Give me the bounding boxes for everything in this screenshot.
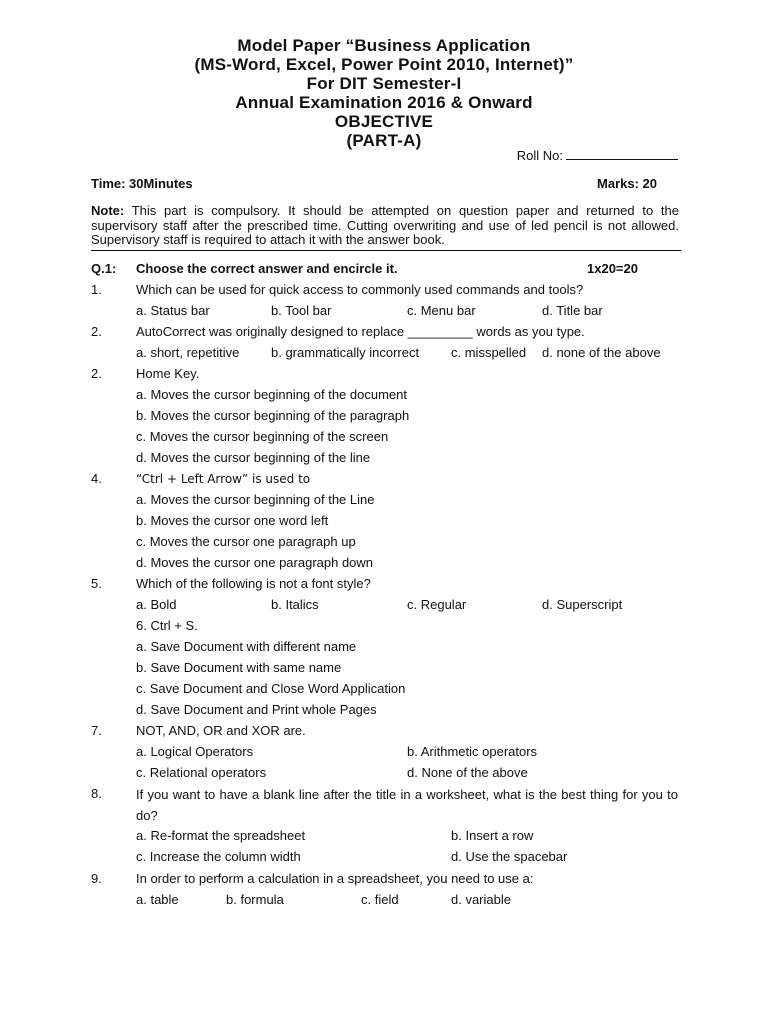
title-line-5: OBJECTIVE	[334, 112, 434, 131]
option: b. Arithmetic operators	[407, 744, 538, 759]
option: a. Re-format the spreadsheet	[136, 828, 306, 843]
option: d. Title bar	[542, 303, 603, 318]
option: c. Relational operators	[136, 765, 267, 780]
option: c. misspelled	[451, 345, 527, 360]
option: c. Increase the column width	[136, 849, 301, 864]
question-text: If you want to have a blank line after the title in a worksheet, what is the best thing for you to do?	[136, 787, 678, 823]
question-number: 1.	[91, 282, 102, 297]
question-text: AutoCorrect was originally designed to replace _________ words as you type.	[136, 324, 585, 339]
question-number: 8.	[91, 786, 102, 801]
option: d. Moves the cursor one paragraph down	[136, 555, 374, 570]
option: b. Italics	[271, 597, 319, 612]
paper-title	[0, 36, 768, 150]
option: a. Status bar	[136, 303, 210, 318]
option: c. Menu bar	[407, 303, 476, 318]
title-line-6: (PART-A)	[346, 131, 422, 150]
time-label: Time: 30Minutes	[91, 176, 193, 191]
question-text: Which of the following is not a font style?	[136, 576, 371, 591]
option: c. Moves the cursor one paragraph up	[136, 534, 356, 549]
question-text: Home Key.	[136, 366, 200, 381]
option: b. Moves the cursor beginning of the paragraph	[136, 408, 410, 423]
roll-no-label: Roll No:	[516, 148, 563, 163]
option: d. none of the above	[542, 345, 661, 360]
option: b. Tool bar	[271, 303, 332, 318]
option: b. Insert a row	[451, 828, 534, 843]
question-number: 5.	[91, 576, 102, 591]
option: a. Moves the cursor beginning of the Line	[136, 492, 375, 507]
question-number: 2.	[91, 366, 102, 381]
option: d. None of the above	[407, 765, 528, 780]
note-text: This part is compulsory. It should be attempted on question paper and returned to the supervisory staff after the prescribed time. Cutting overwriting and use of led pencil is not allowed. Supervisory staff is required to attach it with the answer book.	[91, 203, 679, 247]
option: a. short, repetitive	[136, 345, 240, 360]
question-text: 6. Ctrl + S.	[136, 618, 198, 633]
note-paragraph	[91, 204, 679, 248]
question-number: 2.	[91, 324, 102, 339]
option: d. Save Document and Print whole Pages	[136, 702, 377, 717]
option: a. Logical Operators	[136, 744, 254, 759]
question-text: In order to perform a calculation in a spreadsheet, you need to use a:	[136, 871, 534, 886]
question-number: 9.	[91, 871, 102, 886]
question-number: 7.	[91, 723, 102, 738]
section-number: Q.1:	[91, 261, 117, 276]
option: d. Moves the cursor beginning of the line	[136, 450, 371, 465]
option: b. grammatically incorrect	[271, 345, 420, 360]
roll-no-blank	[566, 147, 678, 160]
option: a. Moves the cursor beginning of the document	[136, 387, 407, 402]
option: d. Superscript	[542, 597, 623, 612]
question-number: 4.	[91, 471, 102, 486]
question-text: “Ctrl + Left Arrow” is used to	[136, 472, 311, 486]
option: c. field	[361, 892, 399, 907]
option: c. Save Document and Close Word Application	[136, 681, 406, 696]
divider	[91, 250, 681, 251]
note-label: Note:	[91, 203, 125, 218]
title-line-4: Annual Examination 2016 & Onward	[235, 93, 533, 112]
title-line-1: Model Paper “Business Application	[237, 36, 531, 55]
option: b. formula	[226, 892, 284, 907]
option: d. Use the spacebar	[451, 849, 568, 864]
option: a. Bold	[136, 597, 177, 612]
roll-no-field	[517, 147, 678, 163]
title-line-3: For DIT Semester-I	[306, 74, 462, 93]
marks-label: Marks: 20	[597, 176, 657, 191]
option: a. Save Document with different name	[136, 639, 357, 654]
section-instruction: Choose the correct answer and encircle it.	[136, 261, 398, 276]
title-line-2: (MS-Word, Excel, Power Point 2010, Internet)”	[194, 55, 574, 74]
option: c. Regular	[407, 597, 467, 612]
option: d. variable	[451, 892, 511, 907]
option: c. Moves the cursor beginning of the screen	[136, 429, 389, 444]
option: b. Save Document with same name	[136, 660, 342, 675]
question-text: Which can be used for quick access to commonly used commands and tools?	[136, 282, 584, 297]
option: b. Moves the cursor one word left	[136, 513, 329, 528]
option: a. table	[136, 892, 179, 907]
section-marks: 1x20=20	[587, 261, 638, 276]
question-text: NOT, AND, OR and XOR are.	[136, 723, 306, 738]
